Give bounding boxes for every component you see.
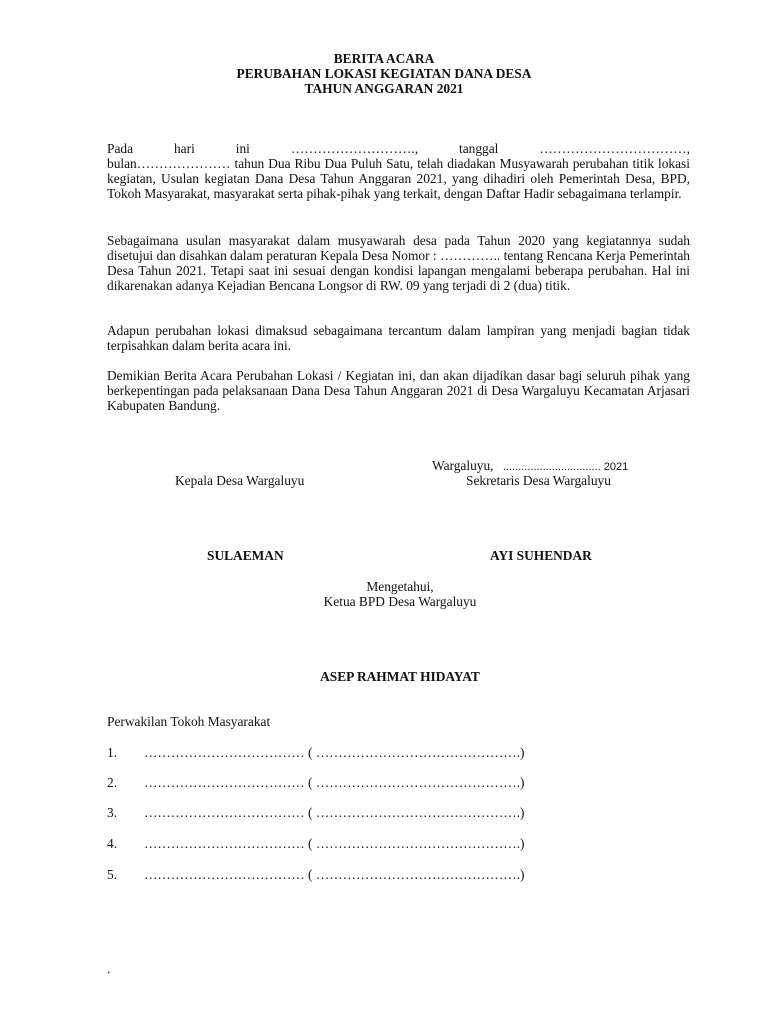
head-of-village-title: Kepala Desa Wargaluyu — [175, 473, 305, 488]
document-title — [0, 51, 768, 96]
village-secretary-title: Sekretaris Desa Wargaluyu — [466, 473, 611, 488]
list-item-signature-line: ……………………………… ( ……………………………………….) — [144, 805, 525, 820]
village-secretary-name: AYI SUHENDAR — [490, 548, 592, 563]
paragraph-opening — [107, 141, 690, 201]
paragraph-opening-rest: bulan………………… tahun Dua Ribu Dua Puluh Satu, telah diadakan Musyawarah perubahan titik lokasi kegiatan, Usulan kegiatan Dana Desa Tahun Anggaran 2021, yang dihadiri oleh Pemerintah Desa, BPD, Tokoh Masyarakat, masyarakat serta pihak-pihak yang terkait, dengan Daftar Hadir sebagaimana terlampir. — [107, 156, 690, 201]
title-line-3: TAHUN ANGGARAN 2021 — [304, 81, 464, 96]
list-item-number: 2. — [107, 775, 118, 790]
paragraph-closing: Demikian Berita Acara Perubahan Lokasi / Kegiatan ini, dan akan dijadikan dasar bagi seluruh pihak yang berkepentingan pada pelaksanaan Dana Desa Tahun Anggaran 2021 di Desa Wargaluyu Kecamatan Arjasari Kabupaten Bandung. — [107, 368, 690, 413]
list-item-signature-line: ……………………………… ( ……………………………………….) — [144, 867, 525, 882]
paragraph-background: Sebagaimana usulan masyarakat dalam musyawarah desa pada Tahun 2020 yang kegiatannya sudah disetujui dan disahkan dalam peraturan Kepala Desa Nomor : ………….. tentang Rencana Kerja Pemerintah Desa Tahun 2021. Tetapi saat ini sesuai dengan kondisi lapangan mengalami beberapa perubahan. Hal ini dikarenakan adanya Kejadian Bencana Longsor di RW. 09 yang terjadi di 2 (dua) titik. — [107, 233, 690, 293]
community-heading: Perwakilan Tokoh Masyarakat — [107, 714, 271, 729]
head-of-village-name: SULAEMAN — [207, 548, 284, 563]
signature-place: Wargaluyu, — [432, 458, 494, 473]
acknowledge-label: Mengetahui, — [366, 579, 434, 594]
paragraph-opening-line-1: Pada hari ini ………………………., tanggal ……………………………, — [107, 141, 690, 156]
title-line-2: PERUBAHAN LOKASI KEGIATAN DANA DESA — [236, 66, 532, 81]
bpd-chair-name: ASEP RAHMAT HIDAYAT — [320, 669, 480, 684]
list-item-signature-line: ……………………………… ( ……………………………………….) — [144, 836, 525, 851]
list-item-number: 1. — [107, 745, 118, 760]
paragraph-attachment: Adapun perubahan lokasi dimaksud sebagaimana tercantum dalam lampiran yang menjadi bagian tidak terpisahkan dalam berita acara ini. — [107, 323, 690, 353]
list-item-signature-line: ……………………………… ( ……………………………………….) — [144, 745, 525, 760]
bpd-chair-title: Ketua BPD Desa Wargaluyu — [323, 594, 477, 609]
list-item-signature-line: ……………………………… ( ……………………………………….) — [144, 775, 525, 790]
title-line-1: BERITA ACARA — [333, 51, 435, 66]
list-item-number: 4. — [107, 836, 118, 851]
list-item-number: 3. — [107, 805, 118, 820]
signature-date: ................................ 2021 — [502, 461, 629, 473]
list-item-number: 5. — [107, 867, 118, 882]
footer-mark: ‘ — [107, 969, 111, 981]
